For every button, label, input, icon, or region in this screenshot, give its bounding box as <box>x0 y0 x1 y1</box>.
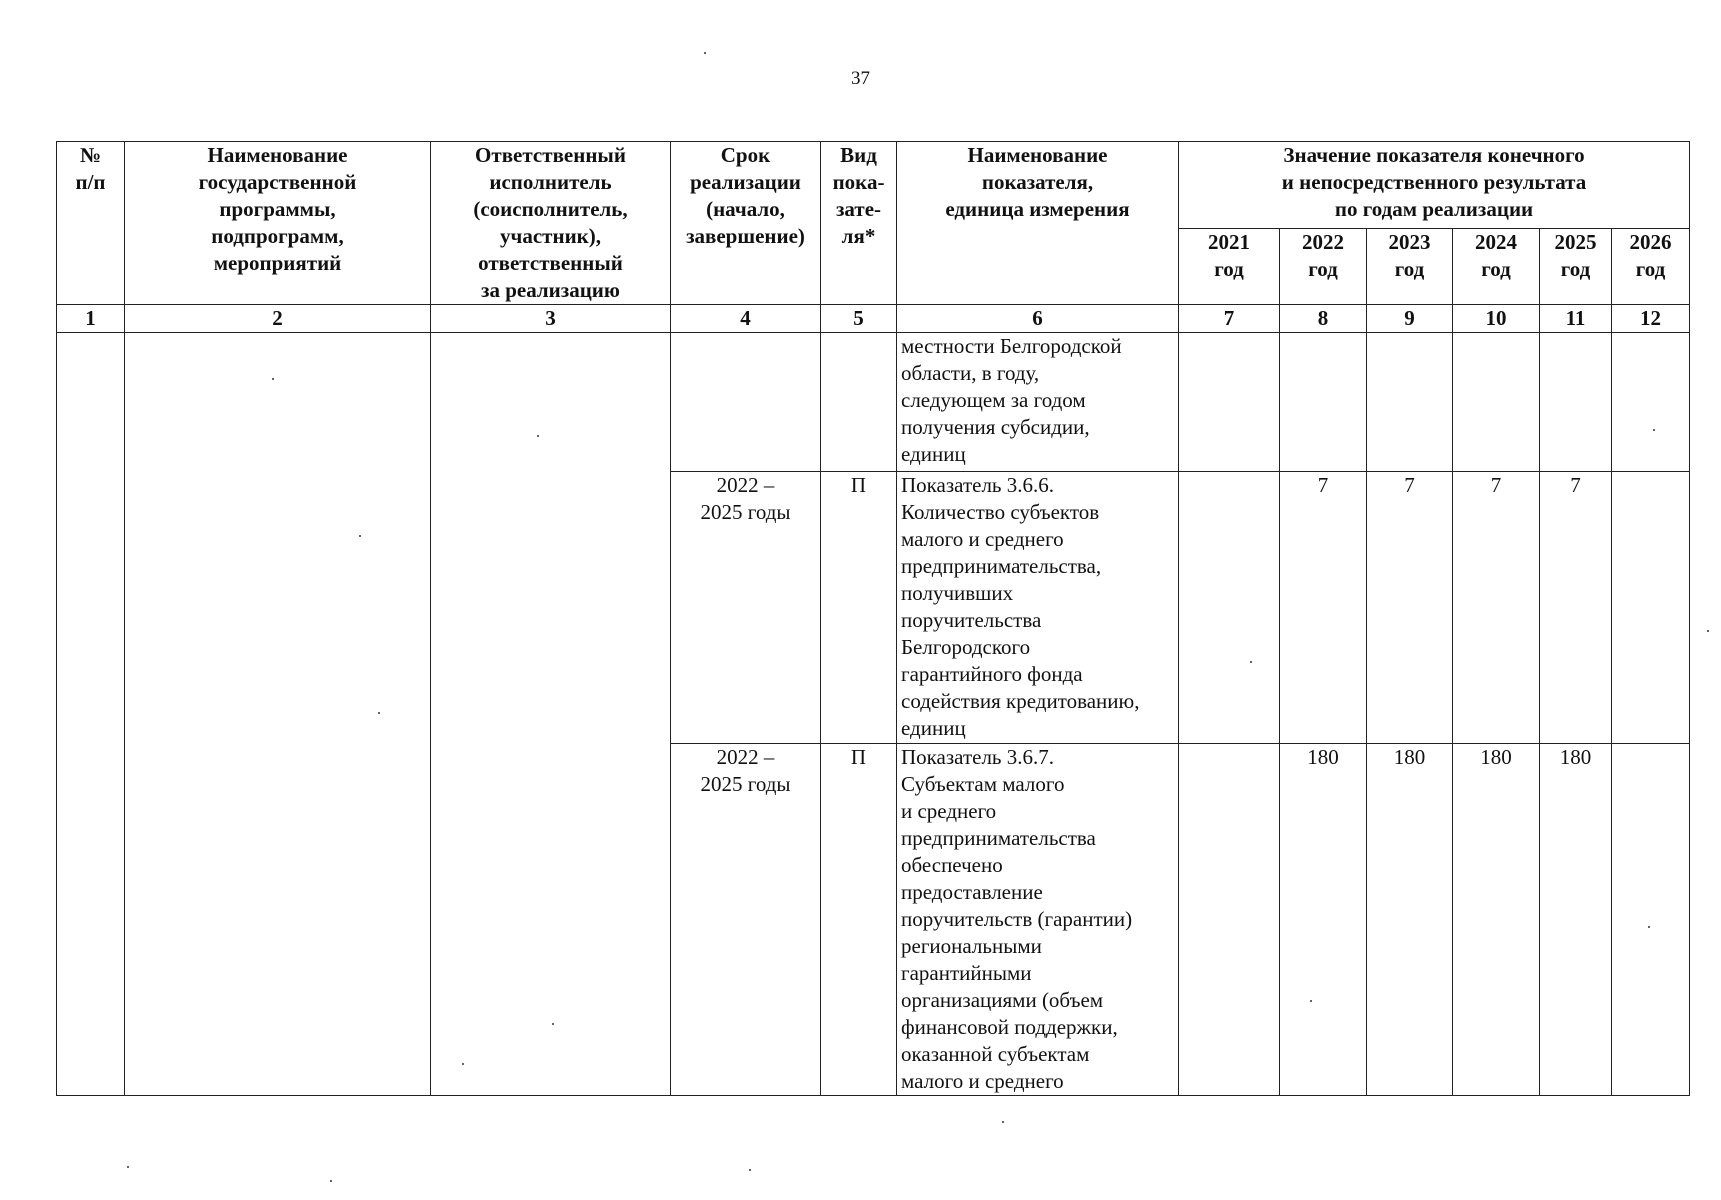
cell-value-2022 <box>1280 333 1367 472</box>
scan-speck <box>1002 1121 1004 1123</box>
cell-value-2025 <box>1540 333 1612 472</box>
scan-speck <box>359 535 361 537</box>
column-number: 2 <box>125 305 431 333</box>
cell-term <box>671 333 821 472</box>
header-kind: Вид пока- зате- ля* <box>821 142 897 305</box>
header-values-group: Значение показателя конечного и непосредственного результата по годам реализации <box>1179 142 1690 229</box>
cell-indicator: Показатель 3.6.7. Субъектам малого и среднего предпринимательства обеспечено предоставление поручительств (гарантии) региональными гарантийными организациями (объем финансовой поддержки, оказанной субъектам малого и среднего <box>897 744 1179 1096</box>
header-responsible: Ответственный исполнитель (соисполнитель, участник), ответственный за реализацию <box>431 142 671 305</box>
cell-kind: П <box>821 744 897 1096</box>
cell-indicator: местности Белгородской области, в году, следующем за годом получения субсидии, единиц <box>897 333 1179 472</box>
cell-value-2022: 7 <box>1280 472 1367 744</box>
header-year-2026: 2026 год <box>1612 229 1690 305</box>
cell-program <box>125 333 431 1096</box>
cell-term: 2022 – 2025 годы <box>671 472 821 744</box>
header-indicator: Наименование показателя, единица измерения <box>897 142 1179 305</box>
column-numbers-row <box>57 305 1690 333</box>
scan-speck <box>537 435 539 437</box>
cell-num <box>57 333 125 1096</box>
cell-value-2023: 180 <box>1367 744 1453 1096</box>
header-program: Наименование государственной программы, подпрограмм, мероприятий <box>125 142 431 305</box>
cell-value-2023 <box>1367 333 1453 472</box>
scan-speck <box>749 1169 751 1171</box>
page-number: 37 <box>851 68 870 89</box>
column-number: 5 <box>821 305 897 333</box>
cell-value-2025: 7 <box>1540 472 1612 744</box>
column-number: 1 <box>57 305 125 333</box>
cell-value-2026 <box>1612 744 1690 1096</box>
column-number: 8 <box>1280 305 1367 333</box>
column-number: 4 <box>671 305 821 333</box>
cell-kind <box>821 333 897 472</box>
cell-value-2024: 7 <box>1453 472 1540 744</box>
column-number: 11 <box>1540 305 1612 333</box>
scan-speck <box>1648 926 1650 928</box>
column-number: 12 <box>1612 305 1690 333</box>
cell-kind: П <box>821 472 897 744</box>
column-number: 9 <box>1367 305 1453 333</box>
cell-term: 2022 – 2025 годы <box>671 744 821 1096</box>
scan-speck <box>1250 661 1252 663</box>
cell-indicator: Показатель 3.6.6. Количество субъектов малого и среднего предпринимательства, получивших поручительства Белгородского гарантийного фонда содействия кредитованию, единиц <box>897 472 1179 744</box>
cell-responsible <box>431 333 671 1096</box>
scan-speck <box>330 1180 332 1182</box>
cell-value-2024 <box>1453 333 1540 472</box>
header-year-2023: 2023 год <box>1367 229 1453 305</box>
scan-speck <box>272 378 274 380</box>
cell-value-2022: 180 <box>1280 744 1367 1096</box>
scan-speck <box>127 1166 129 1168</box>
cell-value-2024: 180 <box>1453 744 1540 1096</box>
scan-speck <box>1707 630 1709 632</box>
cell-value-2026 <box>1612 472 1690 744</box>
cell-value-2025: 180 <box>1540 744 1612 1096</box>
cell-value-2026 <box>1612 333 1690 472</box>
header-year-2021: 2021 год <box>1179 229 1280 305</box>
table-row <box>57 333 1690 472</box>
header-year-2024: 2024 год <box>1453 229 1540 305</box>
scan-speck <box>552 1023 554 1025</box>
cell-value-2021 <box>1179 333 1280 472</box>
cell-value-2021 <box>1179 472 1280 744</box>
header-year-2022: 2022 год <box>1280 229 1367 305</box>
column-number: 6 <box>897 305 1179 333</box>
column-number: 7 <box>1179 305 1280 333</box>
scan-speck <box>1310 1000 1312 1002</box>
header-year-2025: 2025 год <box>1540 229 1612 305</box>
header-term: Срок реализации (начало, завершение) <box>671 142 821 305</box>
column-number: 10 <box>1453 305 1540 333</box>
header-num: № п/п <box>57 142 125 305</box>
indicator-table <box>56 141 1690 1096</box>
scan-speck <box>462 1063 464 1065</box>
scan-speck <box>378 712 380 714</box>
cell-value-2021 <box>1179 744 1280 1096</box>
cell-value-2023: 7 <box>1367 472 1453 744</box>
scan-speck <box>704 52 706 54</box>
column-number: 3 <box>431 305 671 333</box>
scan-speck <box>1653 429 1655 431</box>
